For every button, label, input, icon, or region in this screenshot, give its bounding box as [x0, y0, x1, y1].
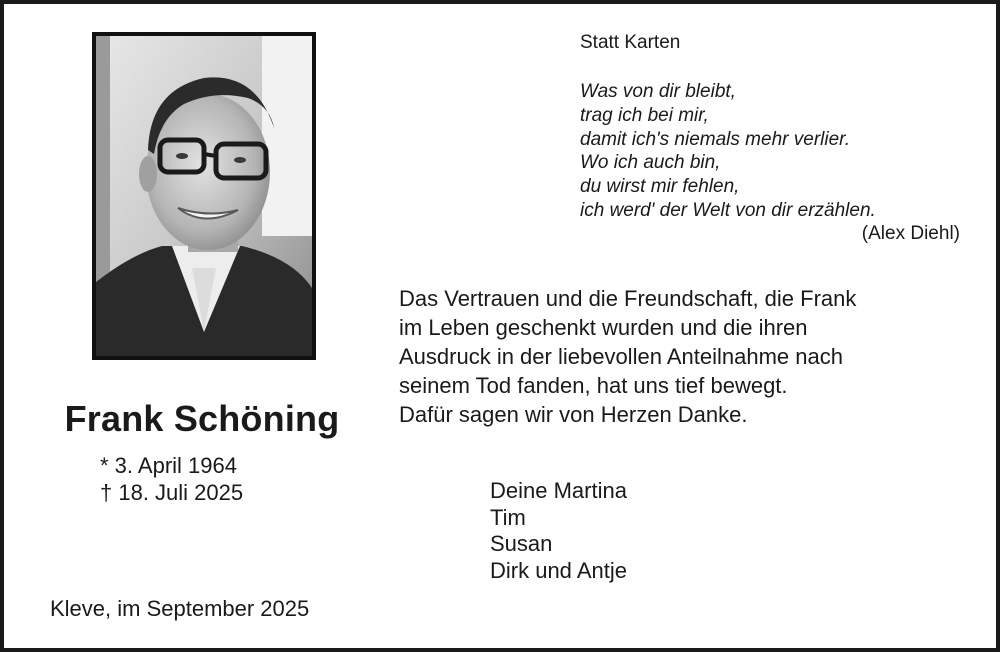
- mourner-name: Dirk und Antje: [490, 557, 627, 583]
- poem-line: du wirst mir fehlen,: [580, 176, 740, 198]
- message-line: Ausdruck in der liebevollen Anteilnahme nach: [399, 344, 843, 369]
- deceased-name: Frank Schöning: [64, 398, 340, 439]
- portrait-photo: [92, 32, 316, 360]
- thank-you-message: [399, 284, 856, 429]
- message-line: Dafür sagen wir von Herzen Danke.: [399, 402, 748, 427]
- intro-text: Statt Karten: [580, 32, 681, 53]
- message-line: seinem Tod fanden, hat uns tief bewegt.: [399, 373, 788, 398]
- message-line: Das Vertrauen und die Freundschaft, die Frank: [399, 286, 857, 311]
- mourner-name: Susan: [490, 531, 553, 556]
- poem-author: (Alex Diehl): [861, 223, 960, 244]
- poem-line: Wo ich auch bin,: [580, 152, 721, 174]
- poem: [580, 80, 876, 223]
- poem-line: trag ich bei mir,: [580, 104, 709, 126]
- place-date: Kleve, im September 2025: [50, 596, 310, 621]
- death-date: † 18. Juli 2025: [100, 480, 244, 505]
- mourner-name: Deine Martina: [490, 478, 627, 503]
- mourner-name: Tim: [490, 504, 526, 530]
- mourners-list: [490, 478, 627, 584]
- birth-date: * 3. April 1964: [100, 453, 237, 478]
- message-line: im Leben geschenkt wurden und die ihren: [399, 315, 808, 340]
- life-dates: [100, 452, 308, 506]
- poem-line: ich werd' der Welt von dir erzählen.: [580, 199, 876, 221]
- poem-line: damit ich's niemals mehr verlier.: [580, 128, 851, 150]
- poem-line: Was von dir bleibt,: [580, 81, 736, 102]
